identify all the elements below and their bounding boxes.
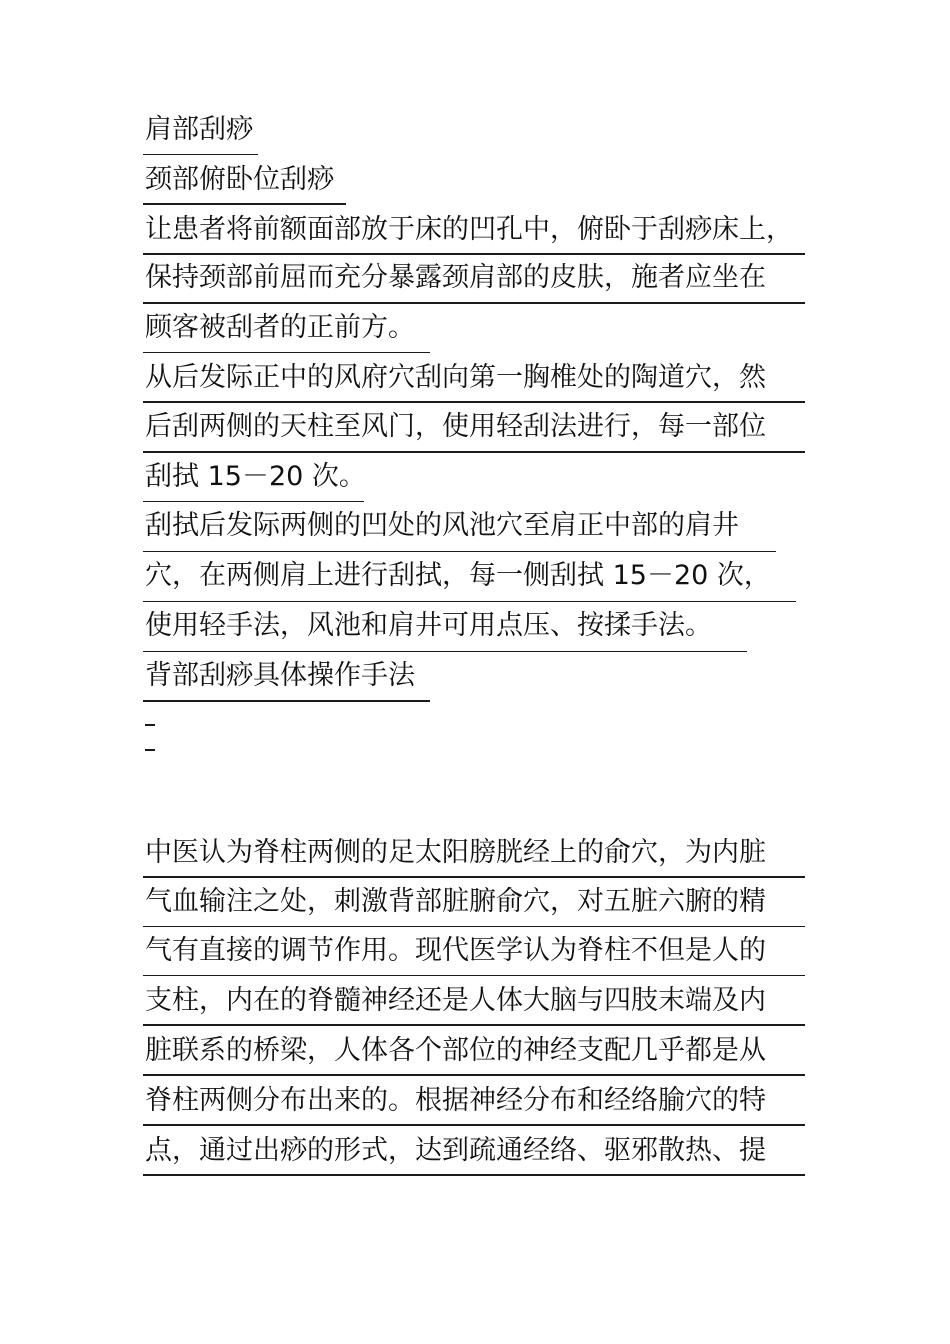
paragraph-line: 脏联系的桥梁，人体各个部位的神经支配几乎都是从 bbox=[145, 1035, 766, 1066]
paragraph-line: 刮拭 15－20 次。 bbox=[145, 461, 366, 492]
paragraph-line: 后刮两侧的天柱至风门，使用轻刮法进行，每一部位 bbox=[145, 411, 766, 442]
paragraph-line: 脊柱两侧分布出来的。根据神经分布和经络腧穴的特 bbox=[145, 1085, 766, 1116]
empty-line-mark bbox=[145, 749, 155, 751]
underline bbox=[143, 1174, 805, 1176]
heading-shoulder-scraping: 肩部刮痧 bbox=[145, 114, 253, 145]
empty-line-mark bbox=[145, 724, 155, 726]
underline bbox=[143, 501, 364, 502]
paragraph-line: 顾客被刮者的正前方。 bbox=[145, 312, 415, 343]
underline bbox=[143, 352, 430, 353]
paragraph-line: 中医认为脊柱两侧的足太阳膀胱经上的俞穴，为内脏 bbox=[145, 837, 766, 868]
underline bbox=[143, 451, 805, 453]
paragraph-line: 穴，在两侧肩上进行刮拭，每一侧刮拭 15－20 次， bbox=[145, 560, 771, 591]
underline bbox=[143, 154, 258, 155]
heading-back-scraping-technique: 背部刮痧具体操作手法 bbox=[145, 660, 415, 691]
paragraph-line: 点，通过出痧的形式，达到疏通经络、驱邪散热、提 bbox=[145, 1135, 766, 1166]
underline bbox=[143, 651, 747, 652]
underline bbox=[143, 401, 805, 403]
underline bbox=[143, 203, 346, 205]
underline bbox=[143, 551, 776, 552]
paragraph-line: 支柱，内在的脊髓神经还是人体大脑与四肢末端及内 bbox=[145, 985, 766, 1016]
underline bbox=[143, 876, 805, 878]
underline bbox=[143, 975, 805, 976]
heading-neck-prone-scraping: 颈部俯卧位刮痧 bbox=[145, 164, 334, 195]
paragraph-line: 气有直接的调节作用。现代医学认为脊柱不但是人的 bbox=[145, 935, 766, 966]
paragraph-line: 气血输注之处，刺激背部脏腑俞穴，对五脏六腑的精 bbox=[145, 886, 766, 917]
underline bbox=[143, 1024, 805, 1026]
paragraph-line: 从后发际正中的风府穴刮向第一胸椎处的陶道穴，然 bbox=[145, 362, 766, 393]
paragraph-line: 使用轻手法，风池和肩井可用点压、按揉手法。 bbox=[145, 610, 712, 641]
underline bbox=[143, 700, 430, 702]
paragraph-line: 让患者将前额面部放于床的凹孔中，俯卧于刮痧床上， bbox=[145, 214, 793, 245]
underline bbox=[143, 926, 805, 927]
underline bbox=[143, 302, 805, 304]
underline bbox=[143, 1074, 805, 1076]
underline bbox=[143, 253, 805, 255]
underline bbox=[143, 1124, 805, 1126]
underline bbox=[143, 601, 796, 602]
paragraph-line: 刮拭后发际两侧的凹处的风池穴至肩正中部的肩井 bbox=[145, 510, 739, 541]
paragraph-line: 保持颈部前屈而充分暴露颈肩部的皮肤，施者应坐在 bbox=[145, 262, 766, 293]
